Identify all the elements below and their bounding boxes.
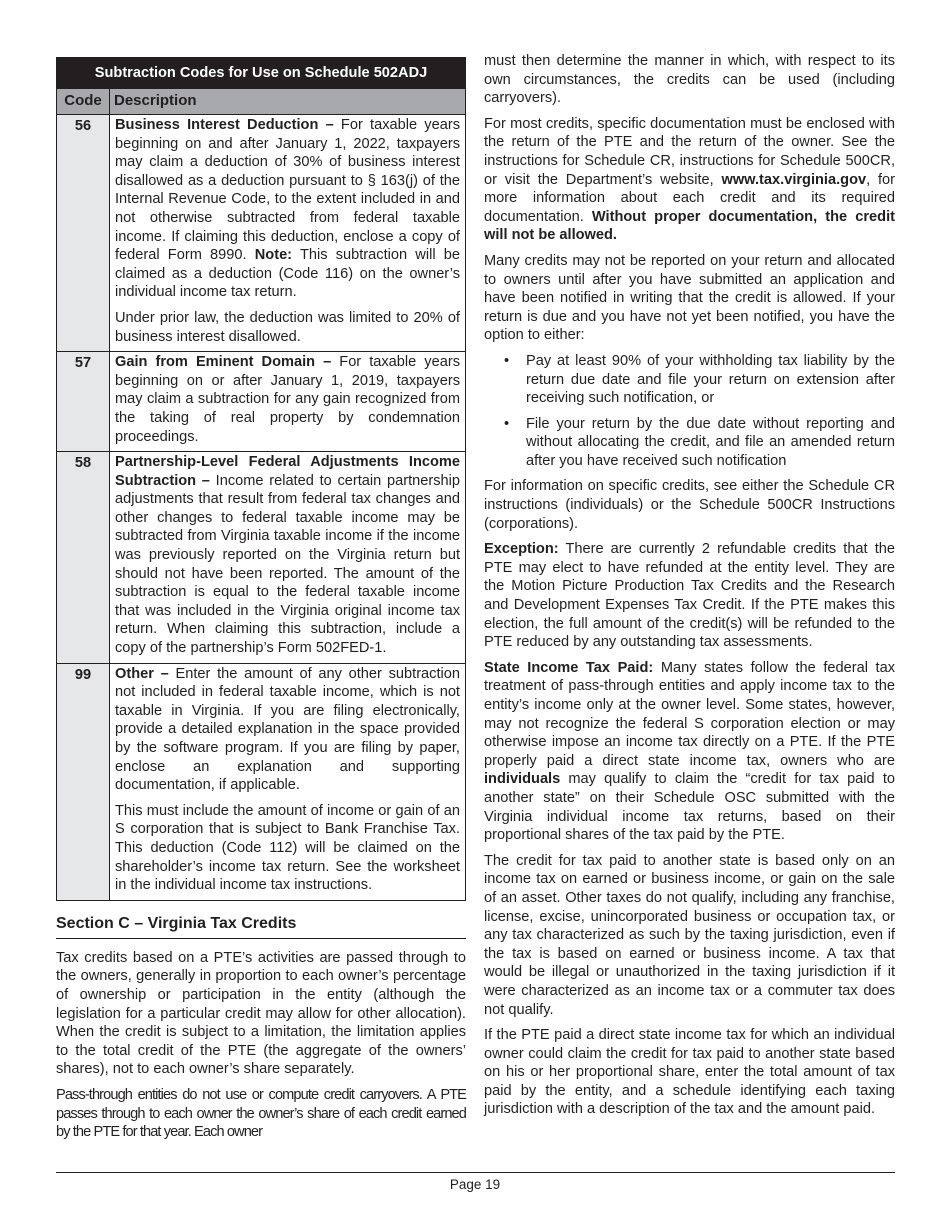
code-cell: 58 — [57, 452, 110, 664]
table-row — [57, 115, 466, 352]
paragraph: For information on specific credits, see either the Schedule CR instructions (individuals) or the Schedule 500CR Instructions (corporations). — [484, 478, 895, 532]
description-cell: Business Interest Deduction – For taxable years beginning on and after January 1, 2022, taxpayers may claim a deduction of 30% of business interest disallowed as a deduction pursuant to § 163(j) of the Internal Revenue Code, to the extent included in and not otherwise subtracted from federal taxable income. If claiming this deduction, enclose a copy of federal Form 8990. Note: This subtraction will be claimed as a deduction (Code 116) on the owner’s individual income tax return. Under prior law, the deduction was limited to 20% of business interest disallowed. — [110, 115, 466, 352]
bullet-icon: • — [504, 352, 510, 369]
left-column — [56, 57, 466, 1149]
section-heading: Section C – Virginia Tax Credits — [56, 915, 466, 939]
paragraph: State Income Tax Paid: Many states follow the federal tax treatment of pass-through entities and apply income tax to the entity’s income only at the owner level. Some states, however, may not recognize the federal S corporation election or may otherwise impose an income tax directly on a PTE. If the PTE properly paid a direct state income tax, owners who are individuals may qualify to claim the “credit for tax paid to another state” on their Schedule OSC submitted with the Virginia individual income tax returns, based on their proportional shares of the tax paid by the PTE. — [484, 659, 896, 844]
table-row — [57, 352, 466, 452]
column-header-code: Code — [57, 89, 110, 115]
paragraph: The credit for tax paid to another state is based only on an income tax on earned or business income, or gain on the sale of an asset. Other taxes do not qualify, including any franchise, license, excise, unincorporated business or occupation tax, or any tax characterized as such by the taxing jurisdiction, even if the tax is based on earned or business income. A tax that would be illegal or unauthorized in the taxing jurisdiction if it were characterized as an income tax or a commuter tax does not qualify. — [484, 852, 895, 1018]
table-row — [57, 663, 466, 900]
entry-title: Business Interest Deduction – — [115, 117, 334, 133]
paragraph: must then determine the manner in which, with respect to its own circumstances, the credits can be used (including carryovers). — [484, 53, 895, 107]
code-cell: 57 — [57, 352, 110, 452]
entry-title: Partnership-Level Federal Adjustments Income Subtraction – — [115, 454, 460, 489]
table-row — [57, 452, 466, 664]
column-header-description: Description — [110, 89, 466, 115]
entry-title: Gain from Eminent Domain – — [115, 354, 332, 371]
subtraction-codes-table — [56, 57, 466, 901]
website-link[interactable]: www.tax.virginia.gov — [721, 171, 867, 188]
entry-title: Other – — [115, 665, 169, 682]
page-number: Page 19 — [449, 1177, 501, 1192]
paragraph: Exception: There are currently 2 refundable credits that the PTE may elect to have refunded at the entity level. They are the Motion Picture Production Tax Credits and the Research and Development Expenses Tax Credit. If the PTE makes this election, the full amount of the credit(s) will be refunded to the PTE reduced by any outstanding tax assessments. — [484, 541, 895, 651]
options-list — [484, 352, 895, 471]
paragraph: If the PTE paid a direct state income tax for which an individual owner could claim the credit for tax paid to another state based on his or her proportional share, enter the total amount of tax paid by the entity, and a schedule identifying each taxing jurisdiction with a description of the tax and the amount paid. — [484, 1027, 895, 1118]
code-cell: 56 — [57, 115, 110, 352]
description-cell: Gain from Eminent Domain – For taxable years beginning on or after January 1, 2019, taxpayers may claim a subtraction for any gain recognized from the taking of real property by condemnation proceedings. — [110, 352, 466, 452]
bullet-icon: • — [504, 415, 510, 432]
paragraph: For most credits, specific documentation must be enclosed with the return of the PTE and the return of the owner. See the instructions for Schedule CR, instructions for Schedule 500CR, or visit the Department’s website, www.tax.virginia.gov, for more information about each credit and its required documentation. Without proper documentation, the credit will not be allowed. — [484, 115, 895, 244]
list-item: • Pay at least 90% of your withholding tax liability by the return due date and file your return on extension after receiving such notification, or — [504, 352, 895, 407]
paragraph: Many credits may not be reported on your return and allocated to owners until after you have submitted an application and have been notified in writing that the credit is allowed. If your return is due and you have not yet been notified, you have the option to either: — [484, 252, 895, 344]
right-column — [484, 52, 895, 1126]
paragraph: Pass-through entities do not use or compute credit carryovers. A PTE passes through to each owner the owner’s share of each credit earned by the PTE for that year. Each owner — [56, 1086, 466, 1141]
description-cell: Partnership-Level Federal Adjustments Income Subtraction – Income related to certain partnership adjustments that result from federal tax changes and other changes to federal taxable income may be subtracted from Virginia taxable income if the income was previously reported on the Virginia return but should not have been reported. The amount of the subtraction is equal to the federal taxable income that was included in the Virginia original income tax return. When claiming this subtraction, include a copy of the partnership’s Form 502FED-1. — [110, 452, 466, 664]
footer-divider — [56, 1172, 895, 1173]
list-item: • File your return by the due date without reporting and without allocating the credit, and file an amended return after you have received such notification — [504, 415, 895, 469]
description-cell: Other – Enter the amount of any other subtraction not included in federal taxable income, which is not taxable in Virginia. If you are filing electronically, provide a detailed explanation in the space provided by the software program. If you are filing by paper, enclose an explanation and supporting documentation, if applicable. This must include the amount of income or gain of an S corporation that is subject to Bank Franchise Tax. This deduction (Code 112) will be claimed on the shareholder’s income tax return. See the worksheet in the individual income tax instructions. — [110, 663, 466, 900]
table-title: Subtraction Codes for Use on Schedule 502ADJ — [57, 58, 466, 89]
paragraph: Tax credits based on a PTE’s activities are passed through to the owners, generally in proportion to each owner’s percentage of ownership or participation in the entity (although the legislation for a particular credit may allow for other allocation). When the credit is subject to a limitation, the limitation applies to the total credit of the PTE (the aggregate of the owners’ shares), not to each owner’s share separately. — [56, 949, 466, 1078]
code-cell: 99 — [57, 663, 110, 900]
